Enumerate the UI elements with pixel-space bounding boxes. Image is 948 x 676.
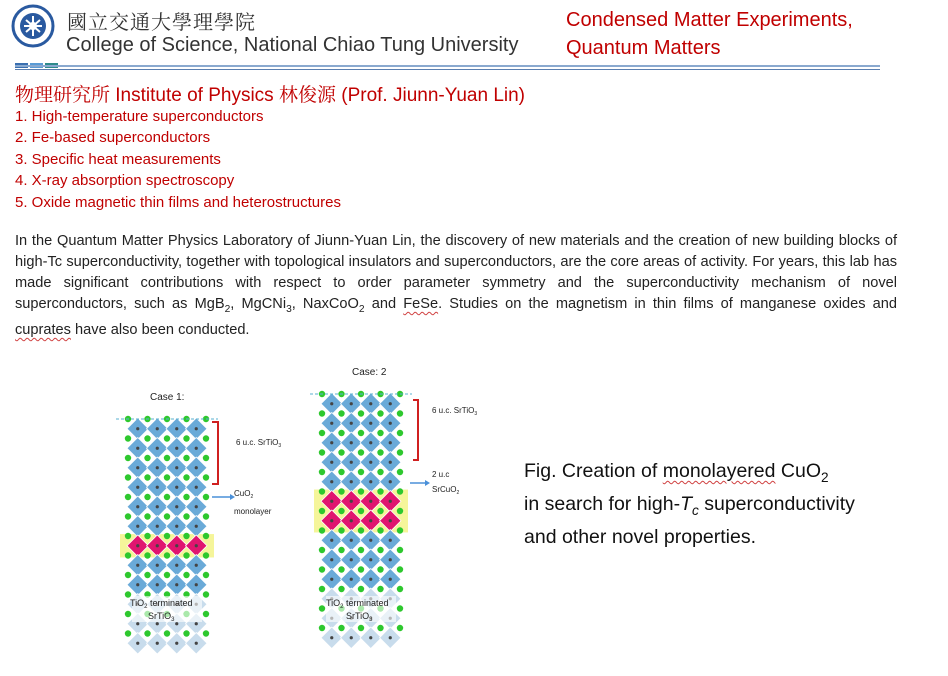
sr-atom — [164, 513, 170, 519]
case2-srcuo2-label — [432, 485, 459, 496]
metal-atom — [136, 427, 139, 430]
metal-atom — [350, 558, 353, 561]
list-item: 4. X-ray absorption spectroscopy — [15, 172, 235, 190]
sr-atom — [338, 449, 344, 455]
substrate-text: terminated — [343, 598, 389, 608]
substrate-text: SrTiO — [346, 611, 370, 621]
metal-atom — [389, 636, 392, 639]
metal-atom — [369, 500, 372, 503]
metal-atom — [369, 539, 372, 542]
sr-atom — [338, 527, 344, 533]
sr-atom — [144, 513, 150, 519]
sr-atom — [397, 488, 403, 494]
sr-atom — [125, 630, 131, 636]
sr-atom — [319, 488, 325, 494]
metal-atom — [389, 519, 392, 522]
metal-atom — [350, 422, 353, 425]
metal-atom — [330, 461, 333, 464]
metal-atom — [330, 422, 333, 425]
sr-atom — [377, 586, 383, 592]
sr-atom — [203, 630, 209, 636]
case2-substrate-label — [326, 596, 396, 623]
header-divider-thin — [15, 69, 880, 70]
sr-atom — [397, 430, 403, 436]
caption-text: T — [680, 492, 692, 515]
substrate-text: TiO — [130, 598, 145, 608]
sr-atom — [319, 508, 325, 514]
case2-uc-label: 2 u.c — [432, 470, 450, 479]
substrate-text: SrTiO — [148, 611, 172, 621]
metal-atom — [389, 422, 392, 425]
lab-description — [15, 231, 897, 341]
sr-atom — [164, 552, 170, 558]
sr-atom — [319, 430, 325, 436]
metal-atom — [156, 583, 159, 586]
sr-atom — [144, 474, 150, 480]
desc-text: , MgCNi — [230, 296, 287, 312]
sr-atom — [125, 474, 131, 480]
sr-atom — [377, 488, 383, 494]
metal-atom — [389, 578, 392, 581]
sr-atom — [125, 572, 131, 578]
desc-text: , NaxCoO — [291, 296, 359, 312]
sr-atom — [397, 508, 403, 514]
desc-text: have also been conducted. — [70, 321, 250, 338]
metal-atom — [156, 642, 159, 645]
metal-atom — [330, 402, 333, 405]
metal-atom — [369, 402, 372, 405]
university-name-english-text: College of Science, National Chiao Tung University — [66, 34, 519, 56]
desc-text: cuprates — [15, 321, 71, 338]
metal-atom — [195, 583, 198, 586]
metal-atom — [156, 622, 159, 625]
sr-atom — [338, 488, 344, 494]
substrate-sub: 3 — [171, 617, 175, 623]
sr-atom — [358, 469, 364, 475]
research-topic-line2: Quantum Matters — [566, 37, 721, 59]
sr-atom — [358, 527, 364, 533]
sr-atom — [319, 547, 325, 553]
sr-atom — [319, 410, 325, 416]
substrate-text: terminated — [147, 598, 193, 608]
metal-atom — [156, 525, 159, 528]
sr-atom — [183, 494, 189, 500]
sr-atom — [338, 469, 344, 475]
metal-atom — [195, 486, 198, 489]
case2-layers-text: 6 u.c. SrTiO — [432, 406, 475, 415]
case1-cuo2-label — [234, 489, 253, 500]
metal-atom — [175, 486, 178, 489]
case1-substrate-label — [130, 596, 202, 623]
metal-atom — [389, 441, 392, 444]
sr-atom — [203, 611, 209, 617]
desc-sub: 2 — [224, 303, 231, 315]
metal-atom — [136, 583, 139, 586]
sr-atom — [164, 455, 170, 461]
sr-atom — [183, 630, 189, 636]
sr-atom — [203, 591, 209, 597]
case1-layers-text: 6 u.c. SrTiO — [236, 438, 279, 447]
metal-atom — [156, 486, 159, 489]
sr-atom — [319, 566, 325, 572]
sr-atom — [358, 586, 364, 592]
sr-atom — [338, 508, 344, 514]
metal-atom — [389, 480, 392, 483]
sr-atom — [203, 572, 209, 578]
caption-text: Fig. Creation of — [524, 460, 663, 482]
sr-atom — [397, 566, 403, 572]
substrate-sub: 2 — [144, 604, 148, 610]
sr-atom — [358, 410, 364, 416]
case2-layers-label — [432, 406, 477, 417]
metal-atom — [156, 447, 159, 450]
metal-atom — [195, 642, 198, 645]
sr-atom — [358, 508, 364, 514]
case2-label: Case: 2 — [352, 367, 387, 378]
list-item: 2. Fe-based superconductors — [15, 129, 211, 147]
metal-atom — [195, 466, 198, 469]
metal-atom — [175, 427, 178, 430]
sr-atom — [164, 435, 170, 441]
sr-atom — [397, 449, 403, 455]
sr-atom — [397, 527, 403, 533]
university-logo-icon — [10, 4, 56, 48]
sr-atom — [397, 605, 403, 611]
figure-caption — [524, 458, 855, 551]
case1-label: Case 1: — [150, 392, 185, 403]
case2-layers-sub: 3 — [474, 411, 478, 417]
metal-atom — [330, 578, 333, 581]
metal-atom — [369, 636, 372, 639]
sr-atom — [319, 605, 325, 611]
sr-atom — [164, 533, 170, 539]
sr-atom — [338, 586, 344, 592]
caption-line1 — [524, 458, 855, 491]
sr-atom — [377, 469, 383, 475]
list-item: 1. High-temperature superconductors — [15, 108, 264, 125]
metal-atom — [175, 622, 178, 625]
list-item: 5. Oxide magnetic thin films and heterostructures — [15, 193, 341, 211]
caption-text: CuO — [775, 460, 821, 482]
caption-line2 — [524, 491, 855, 524]
case2-srcuo2-text: SrCuO — [432, 485, 457, 494]
metal-atom — [195, 447, 198, 450]
sr-atom — [319, 625, 325, 631]
sr-atom — [125, 552, 131, 558]
case1-cuo2-text: CuO — [234, 489, 251, 498]
metal-atom — [330, 539, 333, 542]
sr-atom — [203, 533, 209, 539]
sr-atom — [125, 533, 131, 539]
sr-atom — [144, 572, 150, 578]
metal-atom — [175, 564, 178, 567]
sr-atom — [183, 435, 189, 441]
metal-atom — [175, 525, 178, 528]
sr-atom — [203, 474, 209, 480]
caption-text: in search for high- — [524, 492, 681, 515]
metal-atom — [369, 441, 372, 444]
substrate-text: TiO — [326, 598, 341, 608]
metal-atom — [350, 441, 353, 444]
metal-atom — [389, 402, 392, 405]
sr-atom — [377, 625, 383, 631]
metal-atom — [175, 505, 178, 508]
metal-atom — [350, 636, 353, 639]
metal-atom — [195, 525, 198, 528]
metal-atom — [156, 427, 159, 430]
metal-atom — [136, 525, 139, 528]
metal-atom — [330, 636, 333, 639]
sr-atom — [125, 494, 131, 500]
metal-atom — [389, 539, 392, 542]
metal-atom — [195, 564, 198, 567]
list-item: 3. Specific heat measurements — [15, 150, 221, 168]
metal-atom — [156, 505, 159, 508]
metal-atom — [389, 461, 392, 464]
metal-atom — [136, 486, 139, 489]
sr-atom — [338, 430, 344, 436]
sr-atom — [125, 513, 131, 519]
metal-atom — [195, 505, 198, 508]
research-topic-list — [15, 106, 341, 213]
sr-atom — [203, 494, 209, 500]
sr-atom — [397, 625, 403, 631]
caption-text: monolayered — [662, 460, 776, 482]
metal-atom — [350, 578, 353, 581]
research-topic-line1: Condensed Matter Experiments, — [566, 9, 853, 31]
caption-text: superconductivity — [698, 492, 855, 515]
sr-atom — [203, 435, 209, 441]
sr-atom — [183, 455, 189, 461]
metal-atom — [175, 642, 178, 645]
sr-atom — [319, 469, 325, 475]
metal-atom — [389, 500, 392, 503]
sr-atom — [125, 591, 131, 597]
sr-atom — [397, 469, 403, 475]
sr-atom — [203, 513, 209, 519]
metal-atom — [136, 622, 139, 625]
sr-atom — [358, 430, 364, 436]
crystal-structure-figure — [110, 362, 510, 662]
sr-atom — [377, 566, 383, 572]
metal-atom — [369, 519, 372, 522]
metal-atom — [389, 558, 392, 561]
metal-atom — [330, 480, 333, 483]
sr-atom — [144, 494, 150, 500]
arrow-head-icon — [425, 480, 430, 486]
lab-heading: 物理研究所 Institute of Physics 林俊源 (Prof. Jiunn-Yuan Lin) — [15, 85, 526, 106]
sr-atom — [144, 630, 150, 636]
metal-atom — [330, 500, 333, 503]
sr-atom — [144, 552, 150, 558]
metal-atom — [136, 447, 139, 450]
metal-atom — [330, 558, 333, 561]
sr-atom — [358, 488, 364, 494]
case2-srcuo2-sub: 2 — [456, 490, 460, 496]
sr-atom — [183, 474, 189, 480]
sr-atom — [377, 508, 383, 514]
sr-atom — [144, 533, 150, 539]
sr-atom — [377, 430, 383, 436]
metal-atom — [156, 466, 159, 469]
sr-atom — [358, 566, 364, 572]
metal-atom — [350, 480, 353, 483]
case1-monolayer-label: monolayer — [234, 507, 272, 516]
metal-atom — [350, 402, 353, 405]
sr-atom — [358, 449, 364, 455]
sr-atom — [203, 455, 209, 461]
sr-atom — [319, 449, 325, 455]
metal-atom — [175, 583, 178, 586]
research-topic — [566, 6, 853, 62]
metal-atom — [136, 505, 139, 508]
metal-atom — [136, 564, 139, 567]
sr-atom — [377, 547, 383, 553]
desc-sub: 2 — [358, 303, 365, 315]
metal-atom — [369, 461, 372, 464]
metal-atom — [330, 441, 333, 444]
sr-atom — [125, 455, 131, 461]
sr-atom — [377, 449, 383, 455]
case2-bracket — [413, 400, 418, 460]
case1-bracket — [212, 422, 218, 484]
sr-atom — [144, 455, 150, 461]
metal-atom — [195, 544, 198, 547]
metal-atom — [136, 642, 139, 645]
caption-line3: and other novel properties. — [524, 525, 756, 548]
sr-atom — [377, 527, 383, 533]
sr-atom — [338, 410, 344, 416]
metal-atom — [195, 427, 198, 430]
metal-atom — [136, 544, 139, 547]
desc-text: FeSe — [403, 296, 439, 312]
metal-atom — [350, 500, 353, 503]
sr-atom — [183, 572, 189, 578]
sr-atom — [377, 410, 383, 416]
sr-atom — [125, 435, 131, 441]
sr-atom — [164, 572, 170, 578]
metal-atom — [156, 564, 159, 567]
sr-atom — [338, 566, 344, 572]
university-name-chinese: 國立交通大學理學院 — [67, 10, 256, 34]
university-name-english — [66, 34, 518, 57]
metal-atom — [330, 519, 333, 522]
desc-text: In the Quantum Matter Physics Laboratory of Jiunn-Yuan Lin, the discovery of new materials and the creation of new building blocks of high-Tc superconductivity, together with topological insulators and superconductors, are the core areas of activity. For years, this lab has made significant contributions with respect to order parameter symmetry and the superconductivity mechanism of novel superconductors, such as MgB — [15, 233, 897, 312]
sr-atom — [183, 552, 189, 558]
metal-atom — [175, 447, 178, 450]
metal-atom — [136, 466, 139, 469]
sr-atom — [164, 630, 170, 636]
caption-sub: c — [692, 502, 699, 518]
sr-atom — [164, 494, 170, 500]
substrate-sub: 3 — [369, 617, 373, 623]
case1-cuo2-sub: 2 — [250, 494, 254, 500]
sr-atom — [319, 586, 325, 592]
sr-atom — [358, 547, 364, 553]
sr-atom — [338, 625, 344, 631]
substrate-sub: 2 — [340, 604, 344, 610]
header-color-bars — [15, 55, 60, 73]
sr-atom — [397, 547, 403, 553]
metal-atom — [369, 578, 372, 581]
metal-atom — [369, 558, 372, 561]
metal-atom — [350, 539, 353, 542]
metal-atom — [350, 519, 353, 522]
sr-atom — [183, 513, 189, 519]
desc-text: and — [364, 296, 404, 312]
desc-text: . Studies on the magnetism in thin films of manganese oxides and — [438, 296, 897, 312]
sr-atom — [144, 435, 150, 441]
desc-sub: 3 — [286, 303, 292, 315]
sr-atom — [203, 552, 209, 558]
metal-atom — [156, 544, 159, 547]
metal-atom — [350, 461, 353, 464]
metal-atom — [175, 466, 178, 469]
sr-atom — [164, 474, 170, 480]
case1-layers-label — [236, 438, 281, 449]
header-divider — [15, 65, 880, 67]
sr-atom — [338, 547, 344, 553]
sr-atom — [125, 611, 131, 617]
metal-atom — [369, 480, 372, 483]
case1-layers-sub: 3 — [278, 443, 282, 449]
sr-atom — [358, 625, 364, 631]
sr-atom — [397, 410, 403, 416]
sr-atom — [319, 527, 325, 533]
sr-atom — [183, 533, 189, 539]
caption-sub: 2 — [820, 469, 829, 485]
sr-atom — [397, 586, 403, 592]
metal-atom — [175, 544, 178, 547]
metal-atom — [369, 422, 372, 425]
metal-atom — [195, 622, 198, 625]
